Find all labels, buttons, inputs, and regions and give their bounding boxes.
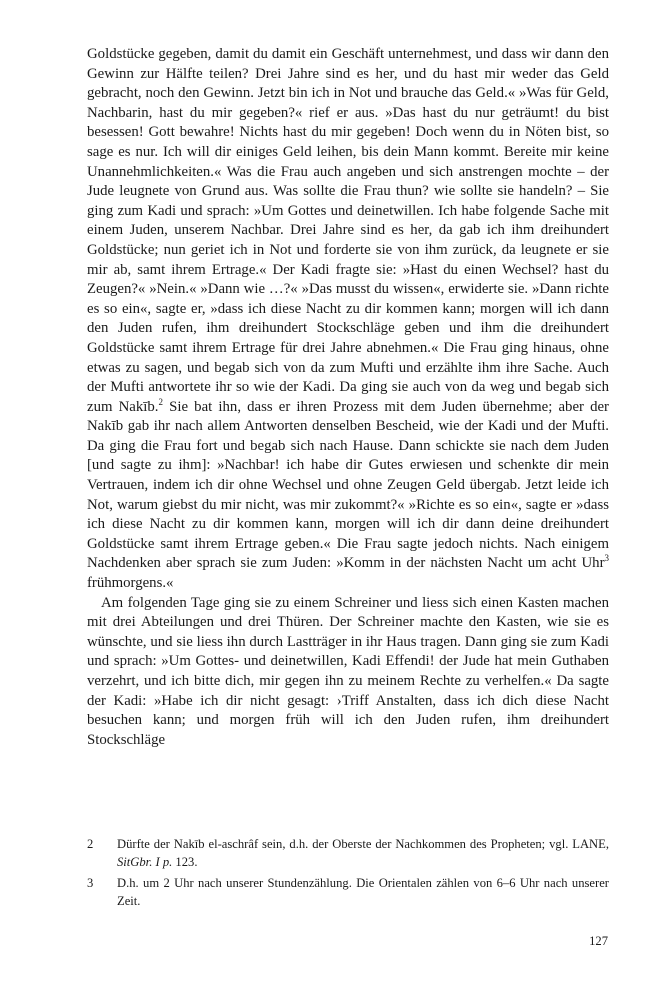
footnote-text: D.h. um 2 Uhr nach unserer Stundenzählung. Die Orientalen zählen von 6–6 Uhr nach unserer Zeit. bbox=[117, 876, 609, 908]
footnote-2 bbox=[87, 836, 609, 871]
paragraph-2: Am folgenden Tage ging sie zu einem Schreiner und liess sich einen Kasten machen mit drei Abteilungen und drei Thüren. Der Schreiner machte den Kasten, wie sie es wünschte, und sie liess ihn durch Lastträger in ihr Haus tragen. Dann ging sie zum Kadi und sprach: »Um Gottes- und deinetwillen, Kadi Effendi! der Jude hat mein Guthaben verzehrt, und ich bitte dich, mir gegen ihn zu meinem Rechte zu verhelfen.« Da sagte der Kadi: »Habe ich dir nicht gesagt: ›Triff Anstalten, dass ich dich diese Nacht besuchen kann; und morgen früh will ich den Juden rufen, ihm dreihundert Stockschläge bbox=[87, 594, 609, 748]
paragraph-1-part-3: frühmorgens.« bbox=[87, 575, 174, 592]
footnote-ref-2: 2 bbox=[158, 396, 163, 407]
footnote-number: 2 bbox=[87, 837, 94, 851]
paragraph-1 bbox=[87, 45, 609, 594]
footnote-citation: SitGbr. I p. bbox=[117, 854, 173, 869]
footnote-number: 3 bbox=[87, 876, 94, 890]
footnote-text: Dürfte der Nakīb el-aschrâf sein, d.h. der Oberste der Nachkommen des Propheten; vgl. LANE, SitGbr. I p. 123. bbox=[117, 837, 609, 869]
footnotes bbox=[87, 836, 609, 914]
footnote-ref-3: 3 bbox=[604, 553, 609, 564]
page-number: 127 bbox=[589, 934, 608, 948]
paragraph-1-part-1: Goldstücke gegeben, damit du damit ein Geschäft unternehmest, und dass wir dann den Gewinn zur Hälfte teilen? Drei Jahre sind es her, und du hast mir weder das Geld gebracht, noch den Gewinn. Jetzt bin ich in Not und brauche das Geld.« »Was für Geld, Nachbarin, hast du mir gegeben?« rief er aus. »Das hast du nur geträumt! du bist besessen! Gott bewahre! Nichts hast du mir gegeben! Doch wenn du in Nöten bist, so sage es nur. Ich will dir einiges Geld leihen, bis dein Mann kommt. Bereite mir keine Unannehmlichkeiten.« Was die Frau auch angeben und sich anstrengen mochte – der Jude leugnete von Grund aus. Was sollte die Frau thun? wie sollte sie handeln? – Sie ging zum Kadi und sprach: »Um Gottes und deinetwillen. Ich habe folgende Sache mit einem Juden, unserem Nachbar. Drei Jahre sind es her, da gab ich ihm dreihundert Goldstücke; nun geriet ich in Not und forderte sie von ihm zurück, da leugnete er sie mir ab, samt ihrem Ertrage.« Der Kadi fragte sie: »Hast du einen Wechsel? hast du Zeugen?« »Nein.« »Dann wie …?« »Das musst du wissen«, erwiderte sie. »Dann richte es so ein«, sagte er, »dass ich diese Nacht zu dir kommen kann; morgen will ich dann den Juden rufen, ihm dreihundert Stockschläge geben und ihm die dreihundert Goldstücke samt ihrem Ertrage für drei Jahre abnehmen.« Die Frau ging hinaus, ohne etwas zu sagen, und begab sich von da zum Mufti und erzählte ihm ihre Sache. Auch der Mufti antwortete ihr so wie der Kadi. Da ging sie auch von da weg und begab sich zum Nakīb. bbox=[87, 46, 609, 415]
footnote-3 bbox=[87, 875, 609, 910]
main-text bbox=[87, 45, 609, 750]
paragraph-1-part-2: Sie bat ihn, dass er ihren Prozess mit dem Juden übernehme; aber der Nakīb gab ihr nach allem Antworten denselben Bescheid, wie der Kadi und der Mufti. Da ging die Frau fort und begab sich nach Hause. Dann schickte sie nach dem Juden [und sagte zu ihm]: »Nachbar! ich habe dir Gutes erwiesen und schenkte dir mein Vertrauen, indem ich dir ohne Wechsel und ohne Zeugen Geld übergab. Jetzt leide ich Not, warum giebst du mir nicht, was mir zukommt?« »Richte es so ein«, sagte er »dass ich diese Nacht zu dir kommen kann, morgen will ich dir dann deine dreihundert Goldstücke samt ihrem Ertrage geben.« Die Frau sagte jedoch nichts. Nach einigem Nachdenken aber sprach sie zum Juden: »Komm in der nächsten Nacht um acht Uhr bbox=[87, 398, 609, 572]
